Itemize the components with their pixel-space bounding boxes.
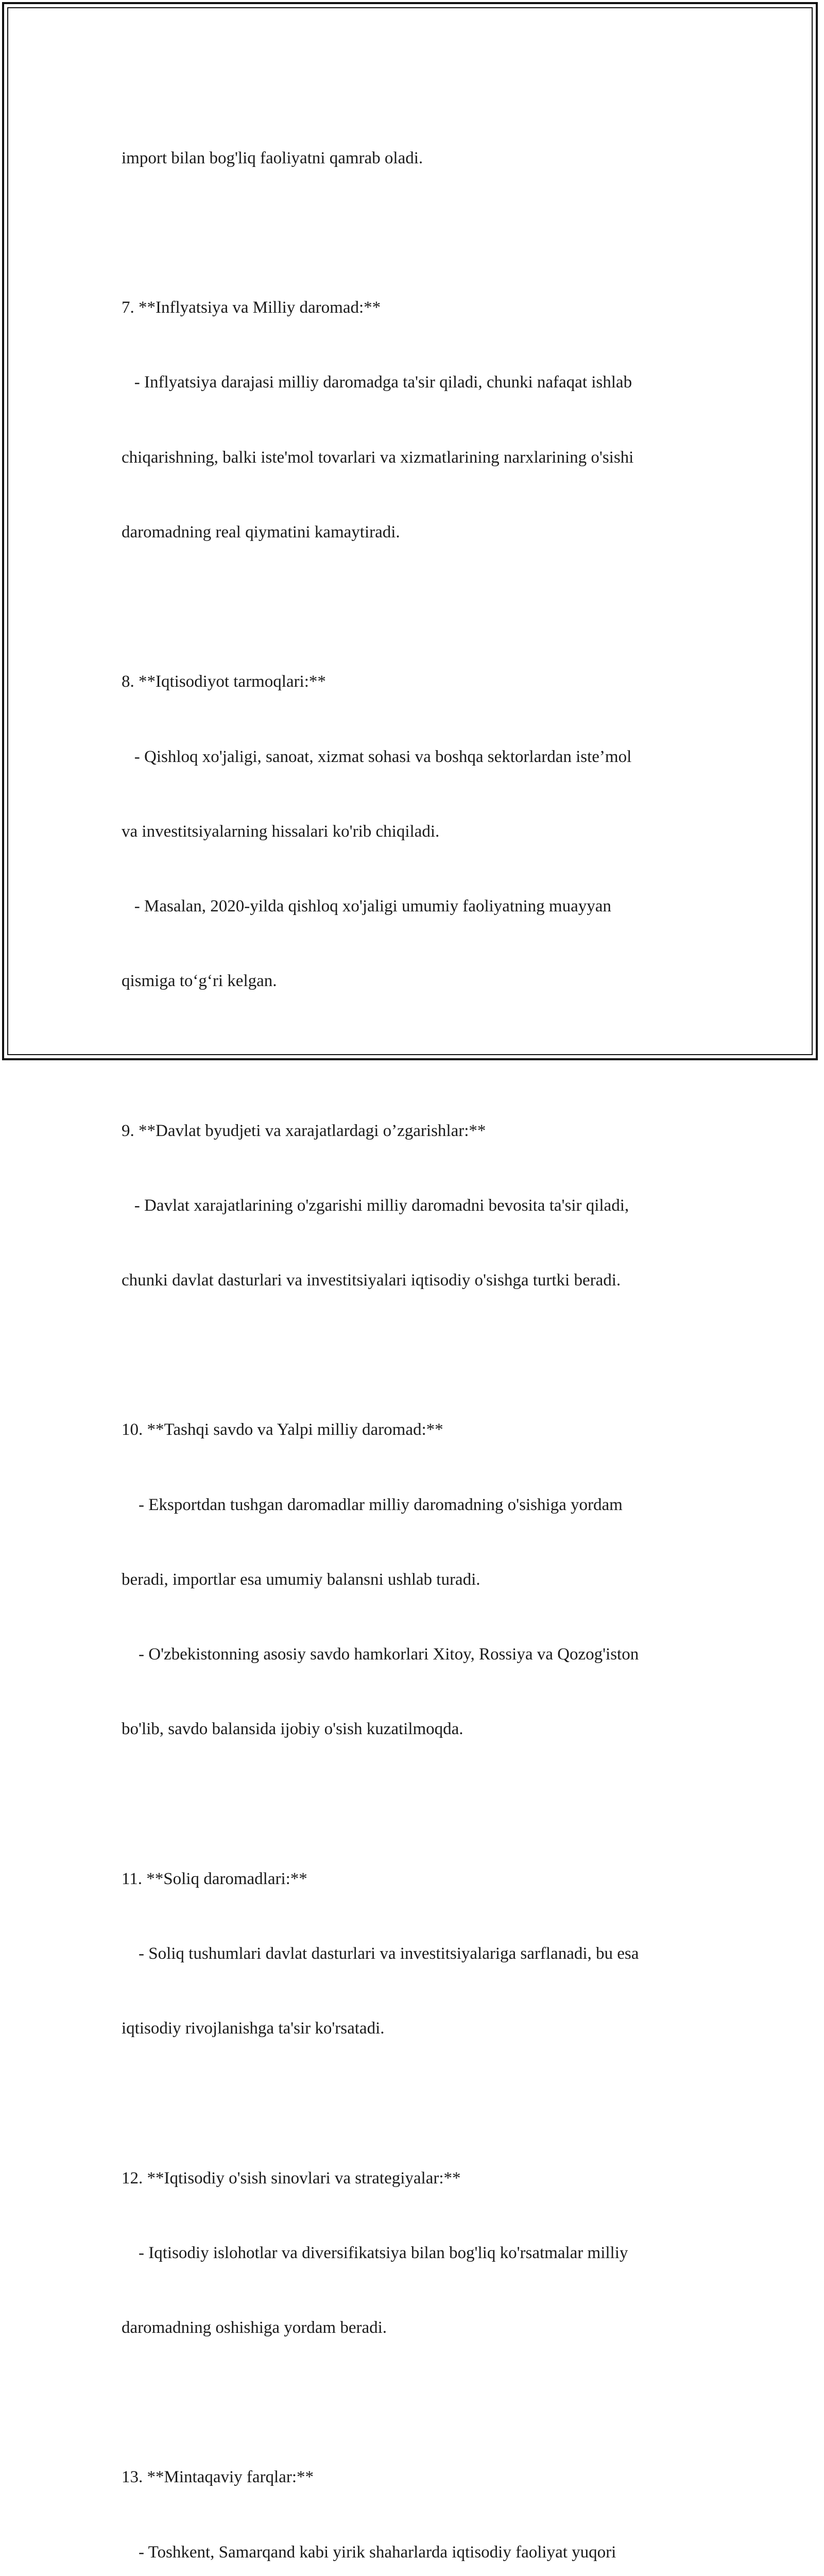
section-heading-9: 9. **Davlat byudjeti va xarajatlardagi o’zgarishlar:** bbox=[122, 1121, 486, 1140]
text-line: bo'lib, savdo balansida ijobiy o'sish kuzatilmoqda. bbox=[122, 1720, 464, 1739]
text-line: - O'zbekistonning asosiy savdo hamkorlari Xitoy, Rossiya va Qozog'iston bbox=[122, 1645, 639, 1664]
blank-line bbox=[122, 1343, 709, 1367]
blank-line bbox=[122, 2390, 709, 2415]
text-line: - Qishloq xo'jaligi, sanoat, xizmat sohasi va boshqa sektorlardan iste’mol bbox=[122, 747, 632, 766]
blank-line bbox=[122, 1792, 709, 1817]
text-line: va investitsiyalarning hissalari ko'rib chiqiladi. bbox=[122, 822, 440, 841]
text-line: - Toshkent, Samarqand kabi yirik shaharlarda iqtisodiy faoliyat yuqori bbox=[122, 2543, 616, 2562]
section-heading-11: 11. **Soliq daromadlari:** bbox=[122, 1869, 307, 1888]
text-line: - Soliq tushumlari davlat dasturlari va investitsiyalariga sarflanadi, bu esa bbox=[122, 1944, 639, 1963]
text-line: chunki davlat dasturlari va investitsiyalari iqtisodiy o'sishga turtki beradi. bbox=[122, 1271, 621, 1290]
section-heading-13: 13. **Mintaqaviy farqlar:** bbox=[122, 2468, 314, 2487]
blank-line bbox=[122, 595, 709, 619]
text-line: - Eksportdan tushgan daromadlar milliy daromadning o'sishiga yordam bbox=[122, 1495, 623, 1514]
section-heading-8: 8. **Iqtisodiyot tarmoqlari:** bbox=[122, 672, 326, 691]
blank-line bbox=[122, 2091, 709, 2115]
text-line: - Davlat xarajatlarining o'zgarishi milliy daromadni bevosita ta'sir qiladi, bbox=[122, 1196, 629, 1215]
text-line: - Inflyatsiya darajasi milliy daromadga ta'sir qiladi, chunki nafaqat ishlab bbox=[122, 373, 632, 392]
text-line: - Masalan, 2020-yilda qishloq xo'jaligi umumiy faoliyatning muayyan bbox=[122, 896, 611, 916]
section-heading-12: 12. **Iqtisodiy o'sish sinovlari va strategiyalar:** bbox=[122, 2168, 461, 2188]
text-line: import bilan bog'liq faoliyatni qamrab oladi. bbox=[122, 148, 423, 167]
text-line: beradi, importlar esa umumiy balansni ushlab turadi. bbox=[122, 1570, 480, 1589]
text-line: iqtisodiy rivojlanishga ta'sir ko'rsatadi. bbox=[122, 2019, 385, 2038]
text-line: - Iqtisodiy islohotlar va diversifikatsiya bilan bog'liq ko'rsatmalar milliy bbox=[122, 2243, 628, 2262]
text-line: daromadning real qiymatini kamaytiradi. bbox=[122, 522, 400, 541]
text-line: qismiga to‘g‘ri kelgan. bbox=[122, 972, 277, 991]
text-line: daromadning oshishiga yordam beradi. bbox=[122, 2318, 387, 2337]
blank-line bbox=[122, 221, 709, 245]
document-body bbox=[122, 96, 709, 2576]
text-line: chiqarishning, balki iste'mol tovarlari va xizmatlarining narxlarining o'sishi bbox=[122, 448, 634, 467]
section-heading-10: 10. **Tashqi savdo va Yalpi milliy daromad:** bbox=[122, 1420, 443, 1439]
section-heading-7: 7. **Inflyatsiya va Milliy daromad:** bbox=[122, 298, 381, 317]
blank-line bbox=[122, 1043, 709, 1068]
